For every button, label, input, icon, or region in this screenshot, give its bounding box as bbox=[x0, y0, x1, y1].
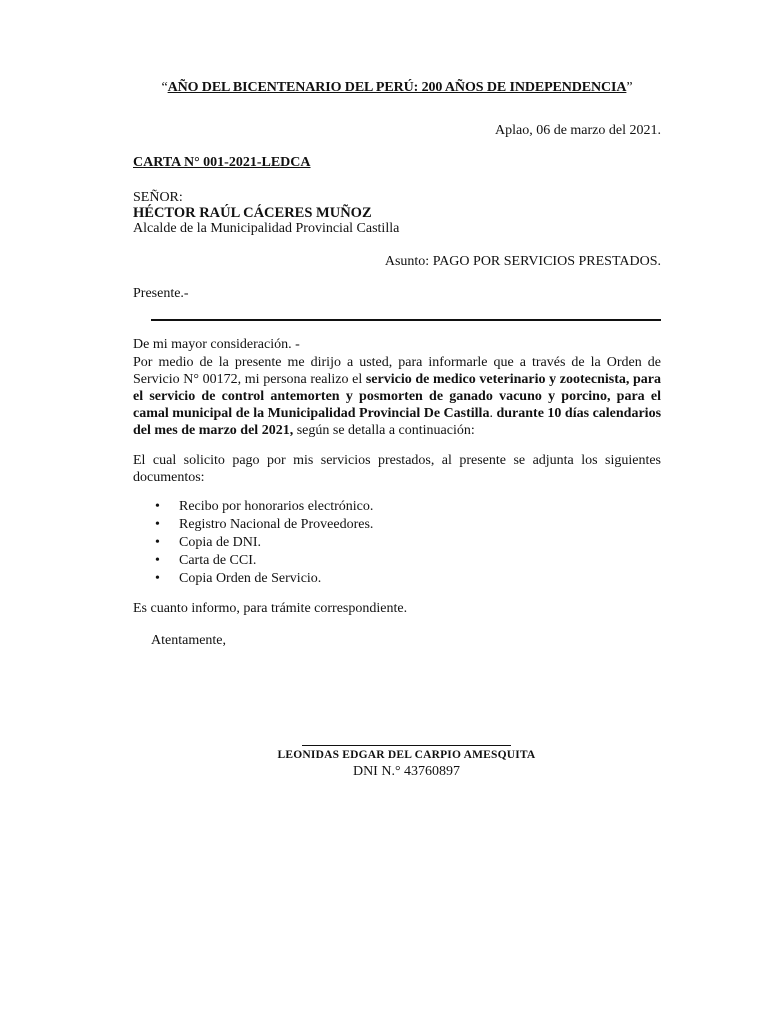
document-label: Registro Nacional de Proveedores. bbox=[179, 517, 374, 532]
regards-line: Atentamente, bbox=[151, 633, 227, 648]
recipient-name: HÉCTOR RAÚL CÁCERES MUÑOZ bbox=[133, 205, 372, 221]
document-label: Recibo por honorarios electrónico. bbox=[179, 499, 374, 514]
document-label: Copia Orden de Servicio. bbox=[179, 571, 322, 586]
letter-number: CARTA N° 001-2021-LEDCA bbox=[133, 155, 311, 170]
salutation-title: SEÑOR: bbox=[133, 190, 183, 205]
list-item bbox=[133, 534, 533, 552]
bullet-icon: • bbox=[155, 517, 160, 532]
greeting: De mi mayor consideración. - bbox=[133, 337, 300, 352]
list-item bbox=[133, 552, 533, 570]
para1-intro: Por medio de la presente me dirijo a usted, para informarle que a través de la Orden de Servicio N° 00172, mi persona realizo el bbox=[133, 355, 661, 387]
document-label: Carta de CCI. bbox=[179, 553, 257, 568]
signer-dni: DNI N.° 43760897 bbox=[352, 764, 461, 779]
list-item bbox=[133, 570, 533, 588]
year-title-text: AÑO DEL BICENTENARIO DEL PERÚ: 200 AÑOS DE INDEPENDENCIA bbox=[167, 80, 627, 95]
para1-bold-period: durante 10 días calendarios del mes de marzo del 2021, bbox=[133, 406, 662, 438]
bullet-icon: • bbox=[155, 553, 160, 568]
divider-rule bbox=[151, 319, 661, 321]
year-title bbox=[133, 80, 661, 96]
bullet-icon: • bbox=[155, 571, 160, 586]
bullet-icon: • bbox=[155, 499, 160, 514]
date-line: Aplao, 06 de marzo del 2021. bbox=[494, 123, 661, 138]
para1-mid: . bbox=[489, 406, 497, 421]
para1-outro: según se detalla a continuación: bbox=[293, 423, 475, 438]
year-title-close-quote: ” bbox=[626, 80, 633, 95]
recipient-title: Alcalde de la Municipalidad Provincial Castilla bbox=[133, 221, 400, 236]
list-item bbox=[133, 498, 533, 516]
signer-name: LEONIDAS EDGAR DEL CARPIO AMESQUITA bbox=[277, 749, 536, 761]
list-item bbox=[133, 516, 533, 534]
body-paragraph-1 bbox=[133, 354, 661, 439]
present-line: Presente.- bbox=[133, 286, 189, 301]
document-label: Copia de DNI. bbox=[179, 535, 262, 550]
signature-line bbox=[302, 745, 511, 746]
documents-list bbox=[133, 498, 533, 588]
closing-line: Es cuanto informo, para trámite correspondiente. bbox=[133, 601, 408, 616]
bullet-icon: • bbox=[155, 535, 160, 550]
subject-line: Asunto: PAGO POR SERVICIOS PRESTADOS. bbox=[384, 254, 661, 269]
para1-bold-service: servicio de medico veterinario y zootecnista, para el servicio de control antemorten y posmorten de ganado vacuno y porcino, para el camal municipal de la Municipalidad Provincial De Castilla bbox=[133, 372, 662, 421]
year-title-open-quote: “ bbox=[161, 80, 168, 95]
body-paragraph-2: El cual solicito pago por mis servicios prestados, al presente se adjunta los siguientes documentos: bbox=[133, 453, 661, 485]
